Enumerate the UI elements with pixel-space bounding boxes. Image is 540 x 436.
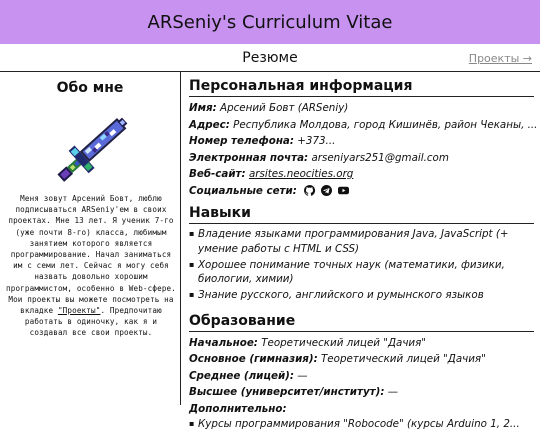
education-row bbox=[189, 401, 534, 418]
list-item: ▪ Владение языками программирования Java, JavaScript (+ умение работы с HTML и CSS) bbox=[189, 227, 534, 256]
education-heading: Образование bbox=[189, 311, 534, 332]
address-value: Республика Молдова, город Кишинёв, район Чеканы, ... bbox=[233, 118, 538, 131]
telegram-icon[interactable] bbox=[321, 185, 332, 196]
about-projects-link[interactable]: "Проекты" bbox=[57, 306, 101, 316]
education-row bbox=[189, 351, 534, 368]
about-text-before: Меня зовут Арсений Бовт, люблю подписываться ARSeniy'ем в своих проектах. Мне 13 лет. Я ученик 7-го (уже почти 8-го) класса, любимым занятием которого является программирование. Начал заниматься им с семи лет. Сейчас я могу себя назвать довольно хорошим программистом, особенно в Web-сфере. Мои проекты вы можете посмотреть на вкладке bbox=[6, 194, 176, 316]
list-item: ▪ Курсы программирования "Robocode" (курсы Arduino 1, 2... bbox=[189, 417, 534, 432]
address-row bbox=[189, 117, 538, 134]
phone-value: +373... bbox=[297, 135, 336, 147]
phone-row bbox=[189, 133, 534, 150]
site-banner bbox=[0, 0, 540, 44]
skills-heading: Навыки bbox=[189, 203, 534, 224]
name-row bbox=[189, 100, 534, 117]
education-row bbox=[189, 384, 534, 401]
name-label: Имя: bbox=[189, 102, 217, 114]
website-row bbox=[189, 166, 534, 183]
about-sidebar bbox=[0, 72, 180, 405]
email-value: arseniyars251@gmail.com bbox=[311, 151, 449, 164]
page-title: Резюме bbox=[242, 50, 298, 66]
column-divider bbox=[180, 72, 181, 405]
education-label: Дополнительно: bbox=[189, 402, 287, 415]
education-row bbox=[189, 335, 534, 352]
pixel-art-sword-icon bbox=[42, 105, 142, 195]
education-row bbox=[189, 368, 534, 385]
github-icon[interactable] bbox=[304, 185, 315, 196]
education-value: Теоретический лицей "Дачия" bbox=[321, 353, 486, 365]
website-label: Веб-сайт: bbox=[189, 168, 246, 180]
education-label: Высшее (университет/институт): bbox=[189, 386, 385, 398]
about-text-after: . Предпочитаю работать в одиночку, как я и создавал все свои проекты. bbox=[24, 306, 162, 338]
about-text bbox=[6, 193, 176, 339]
youtube-icon[interactable] bbox=[338, 185, 349, 196]
website-link[interactable]: arsites.neocities.org bbox=[248, 168, 354, 180]
education-label: Основное (гимназия): bbox=[189, 353, 318, 365]
phone-label: Номер телефона: bbox=[189, 135, 294, 147]
about-heading: Обо мне bbox=[56, 80, 124, 96]
list-item: ▪ Знание русского, английского и румынского языков bbox=[189, 288, 534, 303]
site-title: ARSeniy's Curriculum Vitae bbox=[147, 11, 393, 33]
email-label: Электронная почта: bbox=[189, 151, 309, 164]
projects-nav-link[interactable]: Проекты → bbox=[468, 52, 532, 65]
extra-education-list bbox=[189, 417, 534, 432]
education-label: Среднее (лицей): bbox=[189, 369, 295, 382]
name-value: Арсений Бовт (ARSeniy) bbox=[220, 102, 349, 114]
list-item: ▪ Хорошее понимание точных наук (математики, физики, биологии, химии) bbox=[189, 258, 534, 287]
education-value: — bbox=[387, 386, 399, 398]
education-value: Теоретический лицей "Дачия" bbox=[261, 336, 427, 349]
social-label: Социальные сети: bbox=[189, 184, 297, 197]
social-row bbox=[189, 183, 534, 200]
address-label: Адрес: bbox=[189, 118, 230, 131]
skills-list bbox=[189, 227, 534, 303]
personal-info-heading: Персональная информация bbox=[189, 76, 534, 97]
resume-main bbox=[189, 76, 538, 436]
page-subheader bbox=[0, 44, 540, 72]
education-value: — bbox=[297, 369, 308, 382]
social-icons bbox=[304, 185, 349, 196]
email-row bbox=[189, 150, 534, 167]
education-label: Начальное: bbox=[189, 336, 258, 349]
